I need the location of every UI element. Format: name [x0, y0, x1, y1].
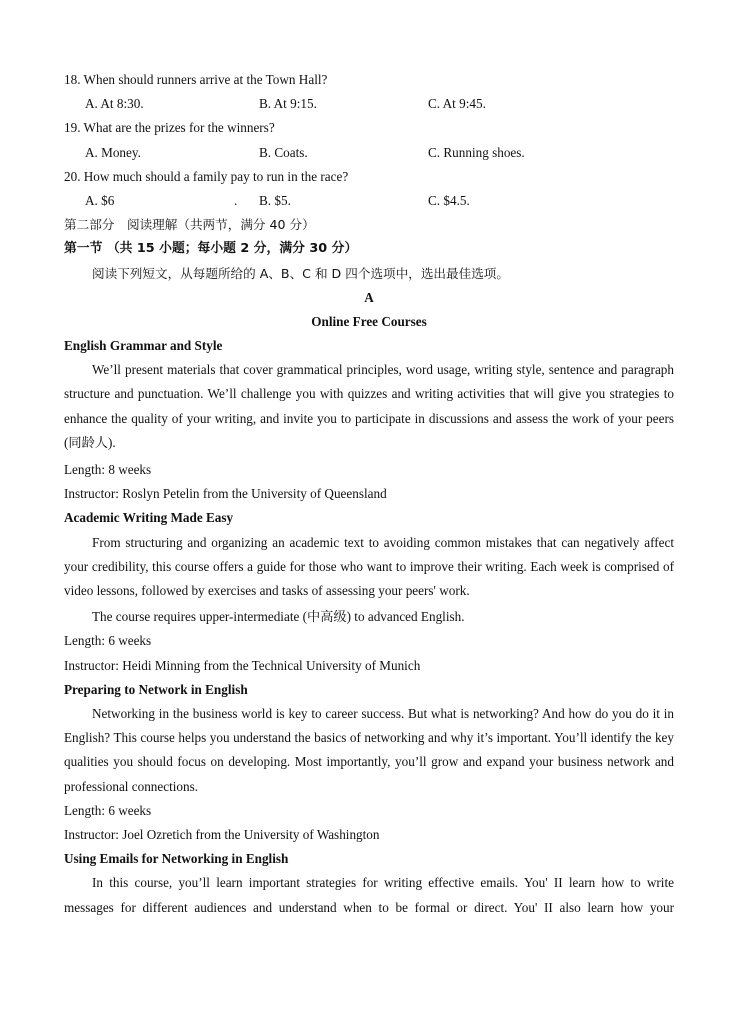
course-title: Using Emails for Networking in English — [64, 851, 289, 867]
course-description: We’ll present materials that cover grammatical principles, word usage, writing style, sentence and paragraph structure and punctuation. We’ll challenge you with quizzes and writing activities that will give you strategies to enhance the quality of your writing, and invite you to participate in discussions and assess the work of your peers (同龄人). — [64, 362, 674, 450]
reading-instructions: 阅读下列短文，从每题所给的 A、B、C 和 D 四个选项中，选出最佳选项。 — [92, 265, 509, 281]
question-18-stem: 18. When should runners arrive at the Town Hall? — [64, 72, 328, 87]
question-19-options — [64, 141, 674, 165]
q18-option-a: A. At 8:30. — [85, 96, 144, 112]
course-length: Length: 6 weeks — [64, 802, 152, 818]
question-20-stem: 20. How much should a family pay to run in the race? — [64, 168, 349, 184]
course-title: English Grammar and Style — [64, 338, 223, 354]
course-length: Length: 6 weeks — [64, 633, 152, 649]
q20-option-a: A. $6 — [85, 192, 115, 208]
q19-option-b: B. Coats. — [259, 144, 308, 160]
q20-stray-dot: . — [234, 192, 238, 208]
course-length: Length: 8 weeks — [64, 462, 152, 478]
section1-heading: 第一节 （共 15 小题；每小题 2 分，满分 30 分） — [64, 241, 358, 257]
passage-letter: A — [364, 289, 374, 305]
course-requirement: The course requires upper-intermediate (中高级) to advanced English. — [92, 609, 465, 625]
q18-option-b: B. At 9:15. — [259, 96, 317, 112]
q20-option-c: C. $4.5. — [428, 192, 470, 208]
q20-option-b: B. $5. — [259, 192, 291, 208]
exam-page — [64, 68, 674, 920]
course-instructor: Instructor: Joel Ozretich from the University of Washington — [64, 826, 380, 842]
question-18-options — [64, 92, 674, 116]
course-instructor: Instructor: Roslyn Petelin from the University of Queensland — [64, 486, 387, 502]
course-description: In this course, you’ll learn important strategies for writing effective emails. You' II learn how to write messages for different audiences and understand when to be formal or direct. You' II also learn how your — [64, 875, 674, 915]
course-description: Networking in the business world is key to career success. But what is networking? And how do you do it in English? This course helps you understand the basics of networking and why it’s important. You’ll identify the key qualities you should focus on developing. Most importantly, you’ll grow and expand your business network and professional connections. — [64, 705, 674, 794]
q18-option-c: C. At 9:45. — [428, 96, 486, 112]
course-instructor: Instructor: Heidi Minning from the Technical University of Munich — [64, 657, 421, 673]
course-title: Preparing to Network in English — [64, 681, 248, 697]
q19-option-c: C. Running shoes. — [428, 144, 525, 160]
part2-heading: 第二部分 阅读理解（共两节，满分 40 分） — [64, 217, 315, 233]
passage-title: Online Free Courses — [311, 313, 427, 329]
q19-option-a: A. Money. — [85, 144, 141, 160]
course-title: Academic Writing Made Easy — [64, 510, 234, 526]
course-description: From structuring and organizing an academic text to avoiding common mistakes that can negatively affect your credibility, this course offers a guide for those who want to improve their writing. Each week is comprised of video lessons, followed by exercises and tasks of assessing your peers' work. — [64, 534, 674, 599]
question-19-stem: 19. What are the prizes for the winners? — [64, 120, 275, 136]
question-20-options — [64, 189, 674, 213]
